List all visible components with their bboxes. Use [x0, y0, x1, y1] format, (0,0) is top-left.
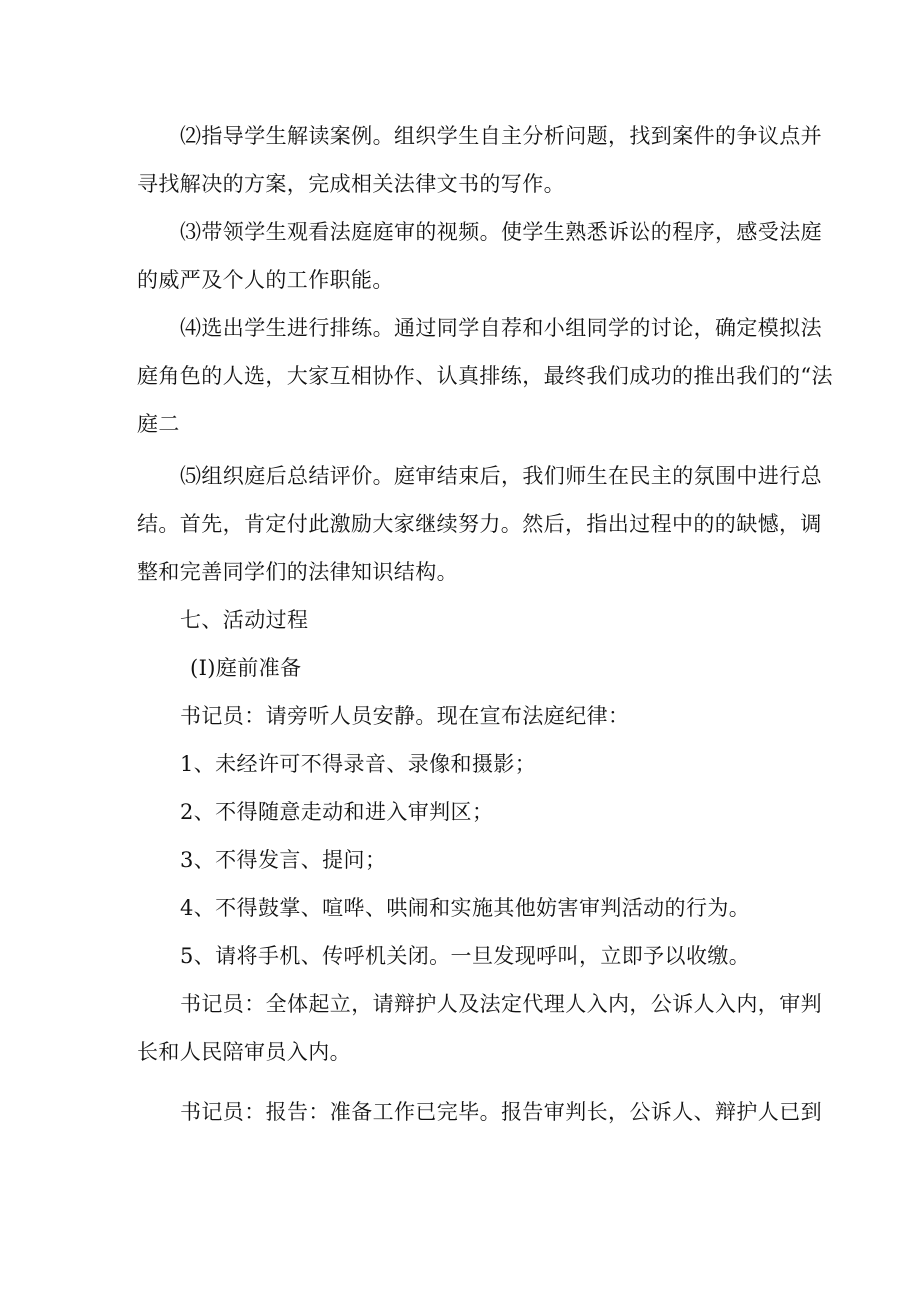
paragraph-line: 庭角色的人选，大家互相协作、认真排练，最终我们成功的推出我们的“法: [137, 364, 833, 388]
paragraph-line: ⑷选出学生进行排练。通过同学自荐和小组同学的讨论，确定模拟法: [180, 316, 822, 340]
subsection-heading: (I)庭前准备: [190, 656, 302, 680]
list-item: 2、不得随意走动和进入审判区；: [180, 800, 494, 824]
paragraph-line: ⑸组织庭后总结评价。庭审结束后，我们师生在民主的氛围中进行总: [180, 464, 822, 488]
paragraph-line: 庭二: [137, 412, 180, 436]
list-item: 4、不得鼓掌、喧哗、哄闹和实施其他妨害审判活动的行为。: [180, 896, 751, 920]
section-heading: 七、活动过程: [180, 608, 309, 632]
paragraph-line: 整和完善同学们的法律知识结构。: [137, 560, 458, 584]
paragraph-line: 寻找解决的方案，完成相关法律文书的写作。: [137, 172, 565, 196]
paragraph-line: 长和人民陪审员入内。: [137, 1040, 351, 1064]
paragraph-line: ⑵指导学生解读案例。组织学生自主分析问题，找到案件的争议点并: [180, 124, 822, 148]
paragraph-line: 书记员：报告：准备工作已完毕。报告审判长，公诉人、辩护人已到: [180, 1100, 822, 1124]
list-item: 1、未经许可不得录音、录像和摄影；: [180, 752, 537, 776]
list-item: 5、请将手机、传呼机关闭。一旦发现呼叫，立即予以收缴。: [180, 944, 751, 968]
paragraph-line: ⑶带领学生观看法庭庭审的视频。使学生熟悉诉讼的程序，感受法庭: [180, 220, 822, 244]
list-item: 3、不得发言、提问；: [180, 848, 387, 872]
paragraph-line: 书记员：全体起立，请辩护人及法定代理人入内，公诉人入内，审判: [180, 992, 822, 1016]
paragraph-line: 结。首先，肯定付此激励大家继续努力。然后，指出过程中的的缺憾，调: [137, 512, 822, 536]
paragraph-line: 的威严及个人的工作职能。: [137, 268, 394, 292]
paragraph-line: 书记员：请旁听人员安静。现在宣布法庭纪律：: [180, 704, 630, 728]
